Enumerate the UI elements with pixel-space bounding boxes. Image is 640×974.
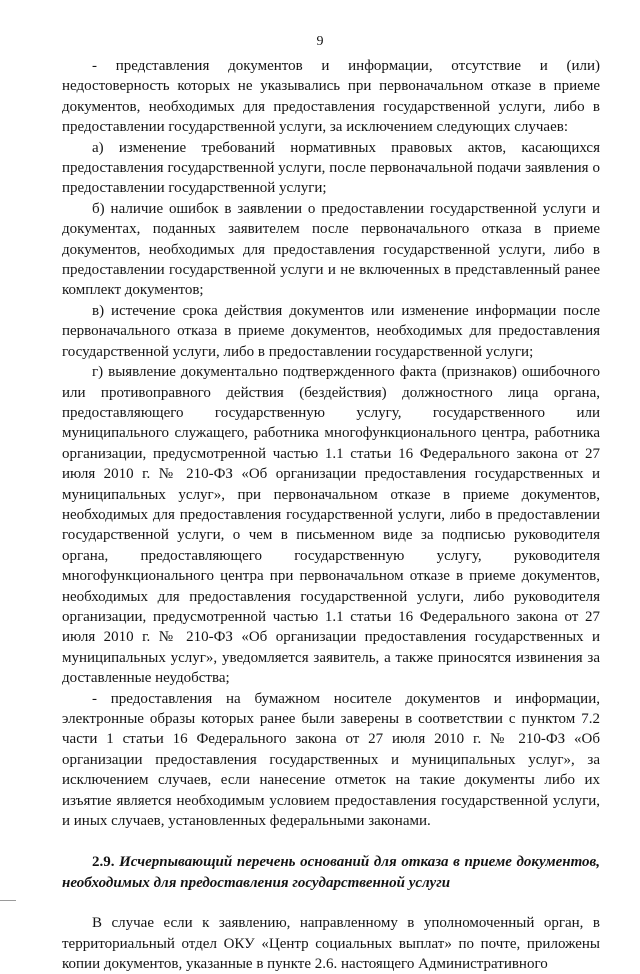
page-number: 9: [316, 34, 324, 49]
paragraph-item-g: г) выявление документально подтвержденного факта (признаков) ошибочного или противоправного действия (бездействия) должностного лица органа, предоставляющего государственную услугу, государственного или муниципального служащего, работника многофункционального центра, работника организации, предусмотренной частью 1.1 статьи 16 Федерального закона от 27 июля 2010 г. № 210-ФЗ «Об организации предоставления государственных и муниципальных услуг», при первоначальном отказе в приеме документов, необходимых для предоставления государственной услуги, либо в предоставлении государственной услуги, о чем в письменном виде за подписью руководителя органа, предоставляющего государственную услугу, руководителя многофункционального центра при первоначальном отказе в приеме документов, необходимых для предоставления государственной услуги, либо руководителя организации, предусмотренной частью 1.1 статьи 16 Федерального закона от 27 июля 2010 г. № 210-ФЗ «Об организации предоставления государственных и муниципальных услуг», уведомляется заявитель, а также приносятся извинения за доставленные неудобства;: [62, 364, 600, 687]
section-number: 2.9.: [92, 854, 115, 871]
closing-paragraph: В случае если к заявлению, направленному в уполномоченный орган, в территориальный отдел ОКУ «Центр социальных выплат» по почте, приложены копии документов, указанные в пункте 2.6. настоящего Административного: [62, 915, 600, 973]
document-body: [62, 56, 600, 974]
section-title: Исчерпывающий перечень оснований для отказа в приеме документов, необходимых для предоставления государственной услуги: [62, 854, 600, 891]
scan-edge-mark: [0, 900, 16, 901]
paragraph-item-b: б) наличие ошибок в заявлении о предоставлении государственной услуги и документах, поданных заявителем после первоначального отказа в приеме документов, необходимых для предоставления государственной услуги, либо в предоставлении государственной услуги и не включенных в представленный ранее комплект документов;: [62, 200, 600, 299]
paragraph-item-v: в) истечение срока действия документов или изменение информации после первоначального отказа в приеме документов, необходимых для предоставления государственной услуги, либо в предоставлении государственной услуги;: [62, 302, 600, 360]
section-heading: [62, 852, 600, 893]
paragraph-dash-2: - предоставления на бумажном носителе документов и информации, электронные образы которых ранее были заверены в соответствии с пунктом 7.2 части 1 статьи 16 Федерального закона от 27 июля 2010 г. № 210-ФЗ «Об организации предоставления государственных и муниципальных услуг», за исключением случаев, если нанесение отметок на такие документы либо их изъятие является необходимым условием предоставления государственной услуги, и иных случаев, установленных федеральными законами.: [62, 690, 600, 830]
paragraph-item-a: а) изменение требований нормативных правовых актов, касающихся предоставления государственной услуги, после первоначальной подачи заявления о предоставлении государственной услуги;: [62, 139, 600, 197]
paragraph-dash-1: - представления документов и информации, отсутствие и (или) недостоверность которых не указывались при первоначальном отказе в приеме документов, необходимых для предоставления государственной услуги, либо в предоставлении государственной услуги, за исключением следующих случаев:: [62, 58, 600, 136]
